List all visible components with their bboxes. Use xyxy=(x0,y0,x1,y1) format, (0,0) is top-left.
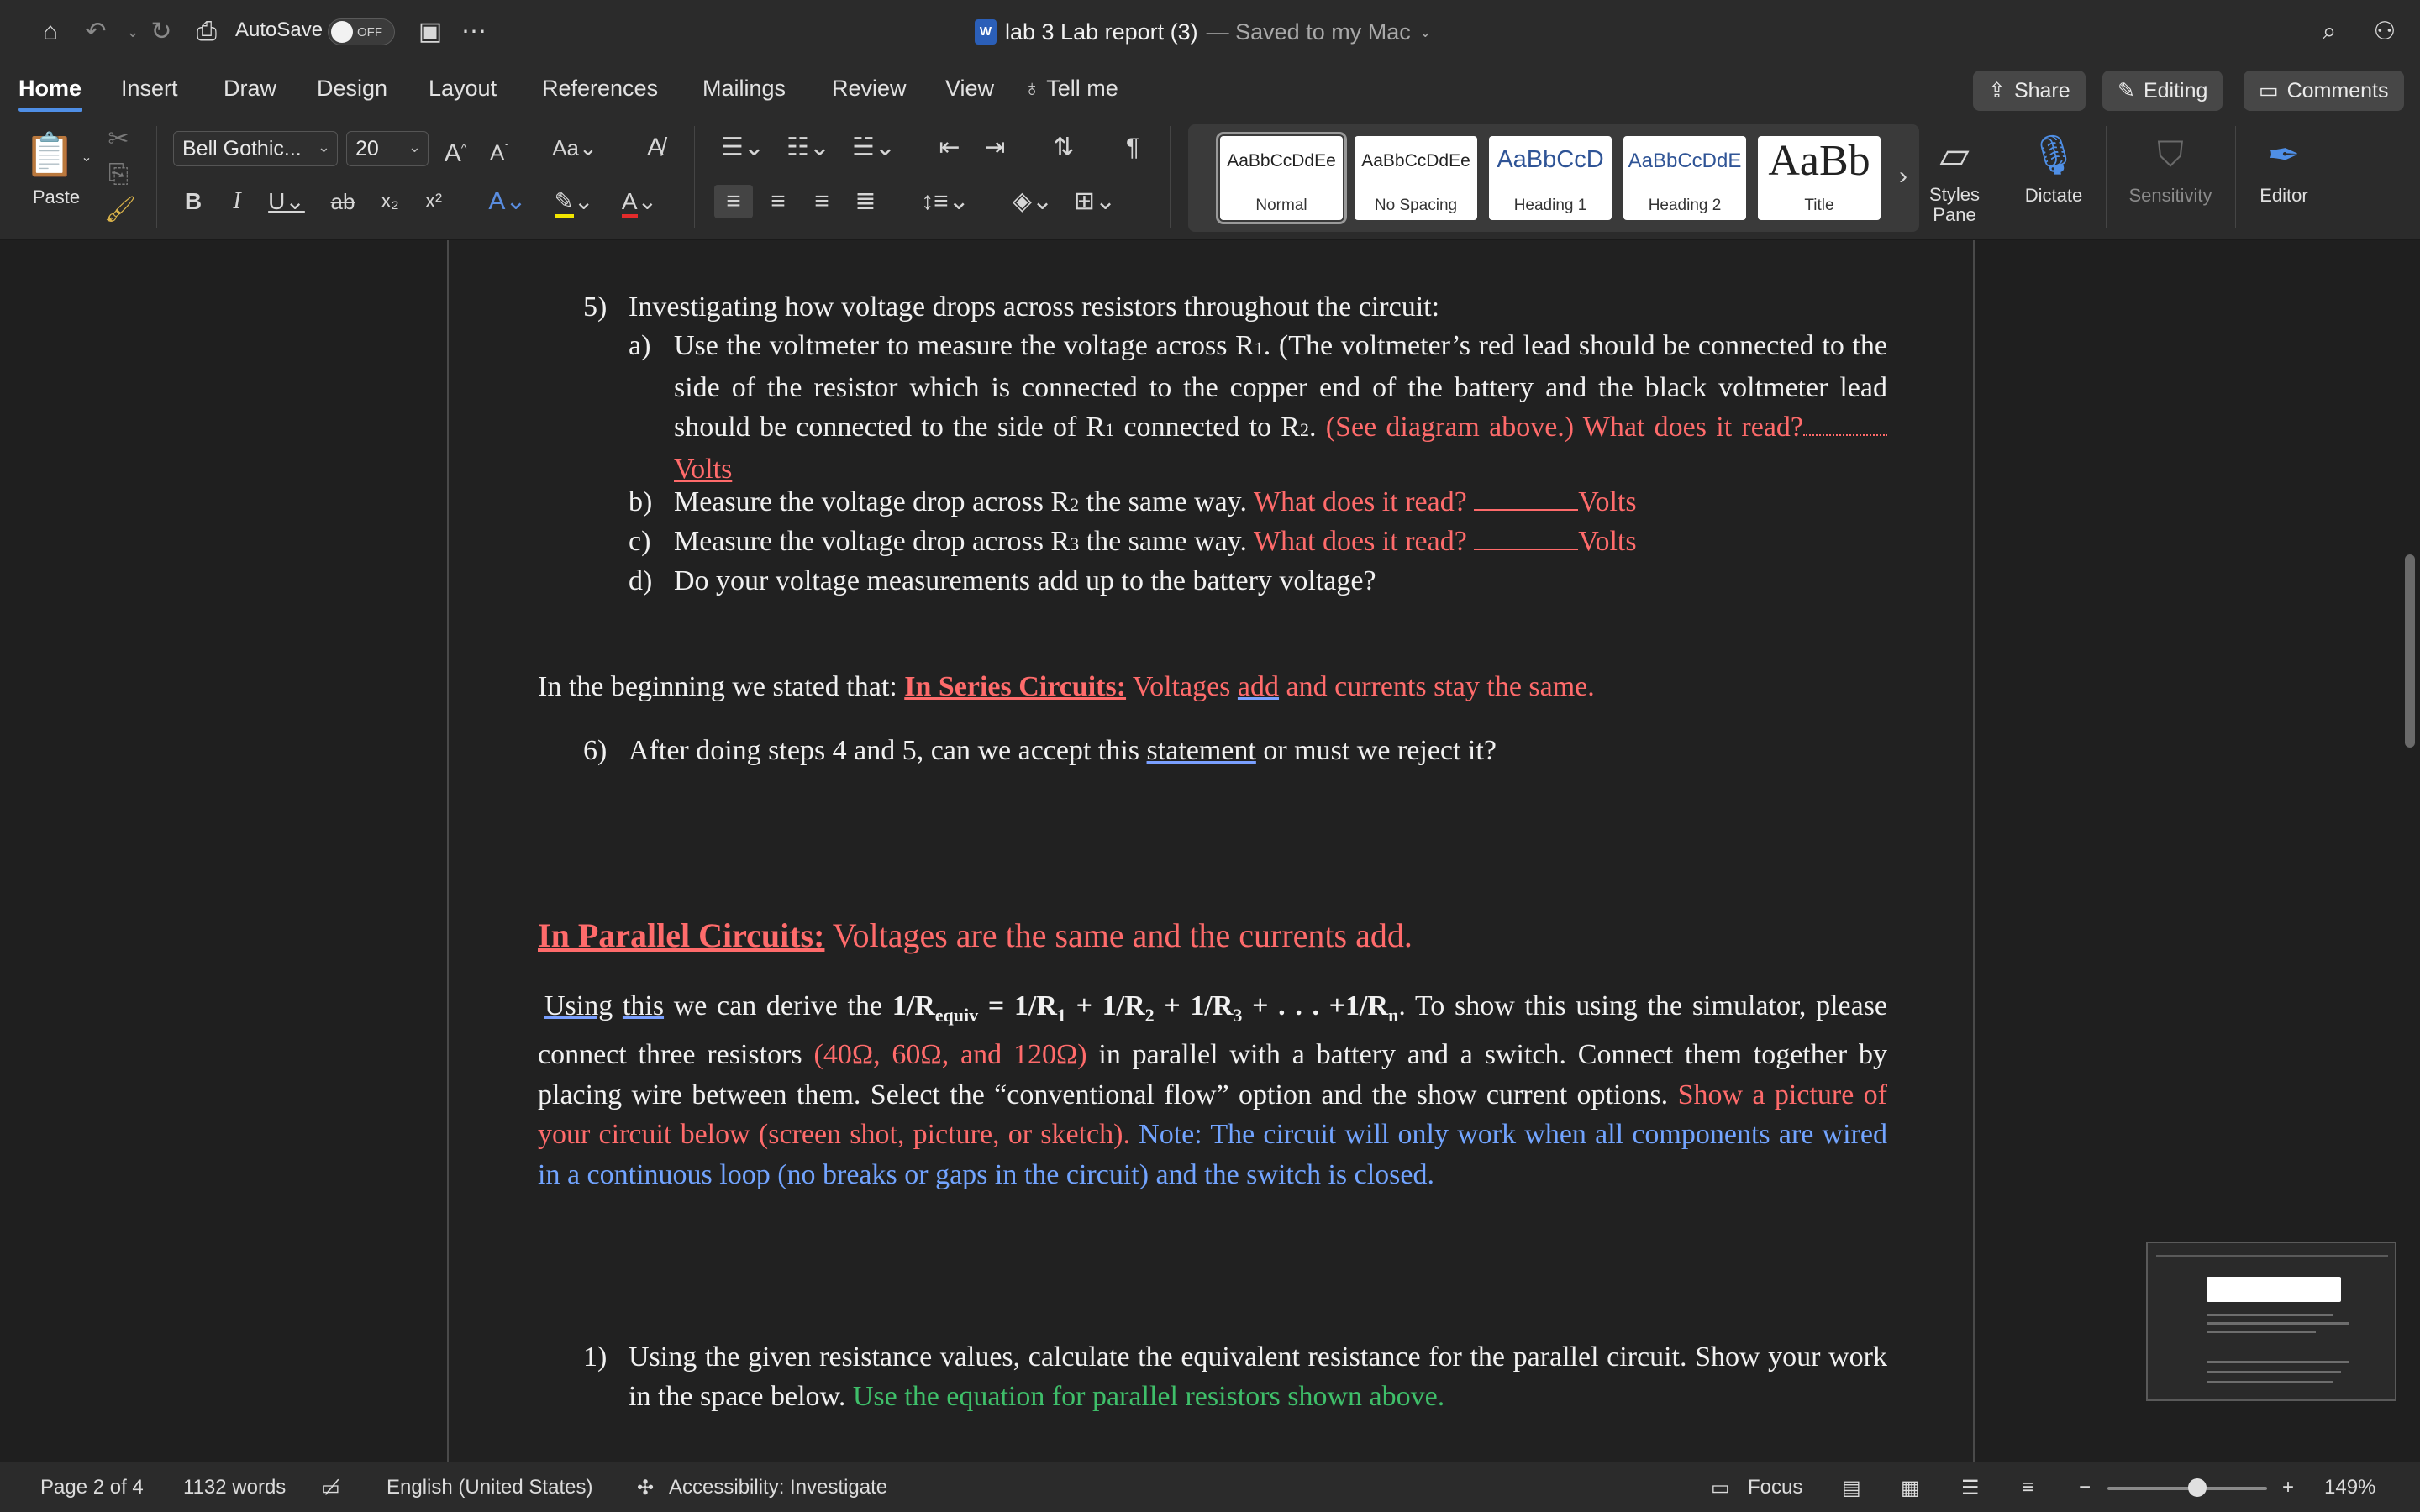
step5c-text xyxy=(674,522,1887,564)
dictate-label[interactable]: Dictate xyxy=(2024,185,2083,206)
account-icon[interactable]: ⚇ xyxy=(2373,18,2396,45)
styles-gallery xyxy=(1188,124,1919,232)
chevron-down-icon: ⌄ xyxy=(1418,23,1432,40)
formula-subscript: equiv xyxy=(934,1004,979,1026)
web-layout-icon[interactable]: ▦ xyxy=(1901,1477,1920,1499)
format-painter-icon[interactable]: 🖌 xyxy=(104,196,137,223)
series-statement xyxy=(538,667,1595,706)
tab-mailings[interactable]: Mailings xyxy=(702,76,786,101)
step5d-label: d) xyxy=(629,565,653,596)
formula-subscript: 3 xyxy=(1233,1004,1243,1026)
chevron-down-icon: ⌄ xyxy=(317,139,330,155)
chevron-down-icon: ⌄ xyxy=(408,139,421,155)
autosave-state: OFF xyxy=(357,25,382,39)
answer-blank[interactable] xyxy=(1803,411,1887,436)
paste-dropdown-icon[interactable]: ⌄ xyxy=(81,150,92,165)
language[interactable]: English (United States) xyxy=(387,1476,593,1499)
subscript: 1 xyxy=(1105,419,1115,440)
zoom-out-icon[interactable]: − xyxy=(2079,1476,2091,1499)
ribbon-tabs xyxy=(0,64,2420,116)
editor-label[interactable]: Editor xyxy=(2260,185,2308,206)
shrink-font-icon[interactable]: $A^ˇ$ xyxy=(489,139,508,165)
comments-label: Comments xyxy=(2286,78,2389,102)
formula-part: + . . . +1/R xyxy=(1242,990,1389,1021)
step5a-part: . (The voltmeter’s red lead should be connected to the side of the resistor which is connected to the copper end of the battery and the black voltmeter lead should be connected to the side of R xyxy=(674,330,1887,443)
thumbnail-line xyxy=(2207,1361,2349,1363)
page-thumbnail[interactable] xyxy=(2146,1242,2396,1401)
tell-me[interactable] xyxy=(1023,76,1118,102)
tab-design[interactable]: Design xyxy=(317,76,388,101)
paste-label: Paste xyxy=(32,186,81,207)
accessibility-icon[interactable]: ✣ xyxy=(637,1477,655,1499)
page-count[interactable]: Page 2 of 4 xyxy=(40,1476,144,1499)
vertical-scrollbar[interactable] xyxy=(2405,554,2415,748)
pencil-icon: ✎ xyxy=(2118,79,2135,102)
resistor-values: (40Ω, 60Ω, and 120Ω) xyxy=(813,1039,1087,1071)
toggle-knob xyxy=(331,21,353,43)
font-size-value: 20 xyxy=(355,137,379,160)
pilcrow-icon[interactable]: ¶ xyxy=(1125,134,1140,161)
tab-layout[interactable]: Layout xyxy=(429,76,497,101)
editor-icon[interactable]: ✒ xyxy=(2267,133,2301,176)
saved-status: — Saved to my Mac xyxy=(1206,18,1411,45)
word-icon: W xyxy=(975,19,997,45)
parallel-heading xyxy=(538,916,1413,955)
tab-draw[interactable]: Draw xyxy=(224,76,277,101)
align-right-icon[interactable]: ≡ xyxy=(814,187,829,215)
style-name: Title xyxy=(1804,197,1834,214)
thumbnail-line xyxy=(2207,1381,2333,1383)
share-button[interactable] xyxy=(1973,71,2086,111)
step1-hint: Use the equation for parallel resistors shown above. xyxy=(852,1381,1445,1412)
statement-word: statement xyxy=(1146,735,1256,766)
editing-button[interactable] xyxy=(2102,71,2223,111)
step5-number: 5) xyxy=(583,291,608,323)
sort-icon[interactable]: ⇅ xyxy=(1053,134,1075,161)
thumbnail-line xyxy=(2207,1322,2349,1325)
zoom-in-icon[interactable]: + xyxy=(2282,1476,2295,1499)
answer-blank[interactable] xyxy=(1474,486,1578,511)
series-text: and currents stay the same. xyxy=(1279,671,1595,702)
copy-icon[interactable]: ⎘ xyxy=(108,160,129,188)
justify-icon[interactable]: ≣ xyxy=(855,187,876,215)
formula-part: + 1/R xyxy=(1154,990,1234,1021)
series-add-word: add xyxy=(1237,671,1280,702)
zoom-slider[interactable] xyxy=(2107,1487,2267,1490)
step5b-question: What does it read? xyxy=(1253,486,1467,517)
formula-subscript: 1 xyxy=(1056,1004,1066,1026)
line-spacing-icon[interactable]: ↕≡⌄ xyxy=(921,187,970,215)
thumbnail-line xyxy=(2207,1331,2316,1333)
accessibility-status[interactable]: Accessibility: Investigate xyxy=(669,1476,888,1499)
microphone-icon[interactable]: 🎙 xyxy=(2028,133,2079,176)
step5a-label: a) xyxy=(629,330,651,361)
doc-title: lab 3 Lab report (3) xyxy=(1005,18,1198,45)
sensitivity-icon[interactable]: ⛉ xyxy=(2157,134,2184,174)
comments-button[interactable] xyxy=(2244,71,2404,111)
show-picture-instruction: Show a picture of your circuit below (screen shot, picture, or sketch). xyxy=(538,1079,1888,1151)
separator xyxy=(1170,126,1171,228)
sensitivity-label[interactable]: Sensitivity xyxy=(2128,185,2212,206)
formula-subscript: 2 xyxy=(1144,1004,1155,1026)
subscript: 2 xyxy=(1299,419,1309,440)
style-title[interactable] xyxy=(1758,136,1881,220)
outline-icon[interactable]: ☰ xyxy=(1961,1477,1980,1499)
tab-references[interactable]: References xyxy=(542,76,659,101)
step5c-label: c) xyxy=(629,526,651,557)
font-name-value: Bell Gothic... xyxy=(182,137,302,160)
home-icon[interactable]: ⌂ xyxy=(42,18,59,45)
step5b-part: Measure the voltage drop across R xyxy=(674,486,1071,517)
series-intro: In the beginning we stated that: xyxy=(538,671,905,702)
undo-icon[interactable]: ↶ xyxy=(85,18,107,45)
formula-part: = 1/R xyxy=(978,990,1057,1021)
font-size-select[interactable] xyxy=(346,131,429,166)
align-center-icon[interactable]: ≡ xyxy=(771,187,786,215)
styles-pane-icon[interactable]: ▱ xyxy=(1939,133,1970,176)
paragraph-part: in parallel with a battery and a switch. Connect them together by placing wire between them. Select the “conventional flow” option and the show current options. xyxy=(538,1039,1887,1110)
style-heading-1[interactable] xyxy=(1489,136,1612,220)
word-this: this xyxy=(622,990,665,1021)
separator xyxy=(694,126,695,228)
step6-part: After doing steps 4 and 5, can we accept this xyxy=(629,735,1147,766)
redo-icon[interactable]: ↻ xyxy=(150,18,172,45)
font-color-icon[interactable]: A⌄ xyxy=(613,185,666,218)
change-case-icon[interactable]: Aa⌄ xyxy=(552,135,597,160)
tab-review[interactable]: Review xyxy=(832,76,907,101)
style-no-spacing[interactable] xyxy=(1355,136,1477,220)
parallel-subtitle: Voltages are the same and the currents add. xyxy=(824,916,1413,954)
editing-label: Editing xyxy=(2143,78,2208,102)
text-effects-icon[interactable]: A⌄ xyxy=(488,187,527,215)
step1-part: Using the given resistance values, calculate the equivalent resistance for the parallel circuit. Show your work in the space below. xyxy=(629,1341,1887,1412)
style-sample: AaBb xyxy=(1768,137,1870,185)
zoom-level[interactable]: 149% xyxy=(2324,1476,2376,1499)
volts-label: Volts xyxy=(1578,486,1637,517)
separator xyxy=(156,126,157,228)
step5b-text xyxy=(674,482,1887,524)
chevron-right-icon[interactable]: › xyxy=(1899,162,1907,190)
share-icon: ⇪ xyxy=(1988,79,2006,102)
paragraph-part: we can derive the xyxy=(664,990,892,1021)
tab-insert[interactable]: Insert xyxy=(121,76,178,101)
bullets-icon[interactable]: ☰⌄ xyxy=(720,134,765,161)
ribbon-toolbar xyxy=(0,116,2420,240)
step5-title: Investigating how voltage drops across resistors throughout the circuit: xyxy=(629,291,1440,323)
borders-icon[interactable]: ⊞⌄ xyxy=(1073,187,1117,215)
tab-home[interactable]: Home xyxy=(18,76,82,101)
style-sample: AaBbCcDdEe xyxy=(1227,151,1336,171)
strikethrough-icon[interactable]: ab xyxy=(330,189,355,214)
parallel-title: In Parallel Circuits: xyxy=(538,916,825,954)
print-layout-icon[interactable]: ▤ xyxy=(1842,1477,1861,1499)
series-heading: In Series Circuits: xyxy=(904,671,1127,702)
document-canvas[interactable] xyxy=(0,240,2420,1462)
active-tab-indicator xyxy=(18,108,82,112)
series-text: Voltages xyxy=(1126,671,1238,702)
comment-icon: ▭ xyxy=(2259,79,2279,102)
increase-indent-icon[interactable]: ⇥ xyxy=(984,134,1006,161)
volts-label: Volts xyxy=(1578,526,1637,557)
separator xyxy=(2106,126,2107,228)
circuit-note: Note: The circuit will only work when all components are wired in a continuous loop (no breaks or gaps in the circuit) and the switch is closed. xyxy=(538,1119,1887,1190)
proofing-icon[interactable]: ▭̸ xyxy=(321,1477,340,1499)
tell-me-label: Tell me xyxy=(1046,76,1118,101)
highlight-color-icon[interactable]: ✎⌄ xyxy=(548,185,600,218)
more-icon[interactable]: ⋯ xyxy=(461,18,487,45)
decrease-indent-icon[interactable]: ⇤ xyxy=(939,134,960,161)
formula-part: 1/R xyxy=(892,990,935,1021)
separator xyxy=(2235,126,2236,228)
style-name: Normal xyxy=(1255,197,1307,214)
answer-blank[interactable] xyxy=(1474,525,1578,550)
style-heading-2[interactable] xyxy=(1623,136,1746,220)
style-sample: AaBbCcDdE xyxy=(1628,150,1742,172)
volts-label: Volts xyxy=(674,454,733,485)
style-name: Heading 1 xyxy=(1513,197,1587,214)
draft-icon[interactable]: ≡ xyxy=(2022,1476,2034,1499)
document-title[interactable] xyxy=(975,17,1432,47)
thumbnail-line xyxy=(2156,1255,2388,1257)
autosave-label: AutoSave xyxy=(235,18,324,41)
parallel-paragraph xyxy=(538,986,1887,1194)
numbering-icon[interactable]: ☷⌄ xyxy=(786,134,831,161)
formula-subscript: n xyxy=(1388,1004,1399,1026)
equivalent-resistance-formula xyxy=(892,990,1399,1026)
grow-font-icon[interactable]: A^ xyxy=(444,139,467,167)
step5b-part: the same way. xyxy=(1079,486,1254,517)
share-label: Share xyxy=(2013,78,2070,102)
document-page[interactable] xyxy=(447,240,1975,1462)
print-icon[interactable]: ⎙ xyxy=(197,18,217,45)
thumbnail-line xyxy=(2207,1371,2341,1373)
style-sample: AaBbCcDdEe xyxy=(1361,151,1470,171)
search-icon[interactable]: ⌕ xyxy=(2322,18,2337,45)
step5a-part: Use the voltmeter to measure the voltage across R xyxy=(674,330,1255,361)
style-normal[interactable] xyxy=(1220,136,1343,220)
shading-icon[interactable]: ◈⌄ xyxy=(1012,187,1054,215)
focus-icon[interactable]: ▭ xyxy=(1711,1477,1730,1499)
step1-number: 1) xyxy=(583,1341,608,1373)
subscript: 2 xyxy=(1070,494,1080,515)
style-sample: AaBbCcD xyxy=(1497,146,1604,173)
step6-text xyxy=(629,731,1497,770)
clear-formatting-icon[interactable]: A̸ xyxy=(646,134,664,161)
zoom-slider-handle[interactable] xyxy=(2188,1478,2207,1497)
step5c-part: the same way. xyxy=(1079,526,1254,557)
step5a-part: connected to R xyxy=(1114,412,1300,443)
step1-text xyxy=(629,1337,1887,1416)
step5a-text xyxy=(674,326,1887,489)
word-using: Using xyxy=(544,990,613,1021)
title-bar xyxy=(0,0,2420,64)
step6-number: 6) xyxy=(583,735,608,766)
step5a-question: (See diagram above.) What does it read? xyxy=(1325,412,1804,443)
font-name-select[interactable] xyxy=(173,131,338,166)
step5b-label: b) xyxy=(629,486,653,517)
underline-icon[interactable]: U⌄ xyxy=(268,188,305,214)
bold-icon[interactable]: B xyxy=(184,188,203,214)
lightbulb-icon: ♁ xyxy=(1023,76,1041,101)
thumbnail-image xyxy=(2207,1277,2341,1302)
multilevel-list-icon[interactable]: ☱⌄ xyxy=(851,134,897,161)
autosave-toggle[interactable] xyxy=(328,18,395,45)
save-icon[interactable]: ▣ xyxy=(418,18,443,45)
step6-part: or must we reject it? xyxy=(1255,735,1497,766)
subscript-icon[interactable]: x₂ xyxy=(381,190,399,213)
subscript: 1 xyxy=(1254,338,1264,359)
style-name: Heading 2 xyxy=(1648,197,1722,214)
styles-pane-label[interactable]: Styles Pane xyxy=(1929,184,1980,225)
focus-label[interactable]: Focus xyxy=(1748,1476,1803,1499)
italic-icon[interactable]: I xyxy=(233,188,241,214)
superscript-icon[interactable]: x² xyxy=(425,190,442,213)
align-left-icon[interactable]: ≡ xyxy=(714,185,753,218)
formula-part: + 1/R xyxy=(1065,990,1145,1021)
cut-icon[interactable]: ✂ xyxy=(108,125,129,153)
thumbnail-line xyxy=(2207,1314,2333,1316)
subscript: 3 xyxy=(1070,533,1080,554)
paragraph-part: . To show this using the simulator, please connect three resistors xyxy=(538,990,1888,1071)
tab-view[interactable]: View xyxy=(945,76,995,101)
paste-icon[interactable]: 📋 xyxy=(24,131,76,178)
status-bar xyxy=(0,1462,2420,1512)
step5a-part: . xyxy=(1308,412,1326,443)
step5c-question: What does it read? xyxy=(1253,526,1467,557)
undo-dropdown-icon[interactable]: ⌄ xyxy=(126,24,139,40)
style-name: No Spacing xyxy=(1374,197,1458,214)
step5c-part: Measure the voltage drop across R xyxy=(674,526,1071,557)
step5d-text: Do your voltage measurements add up to the battery voltage? xyxy=(674,565,1376,596)
word-count[interactable]: 1132 words xyxy=(183,1476,287,1499)
